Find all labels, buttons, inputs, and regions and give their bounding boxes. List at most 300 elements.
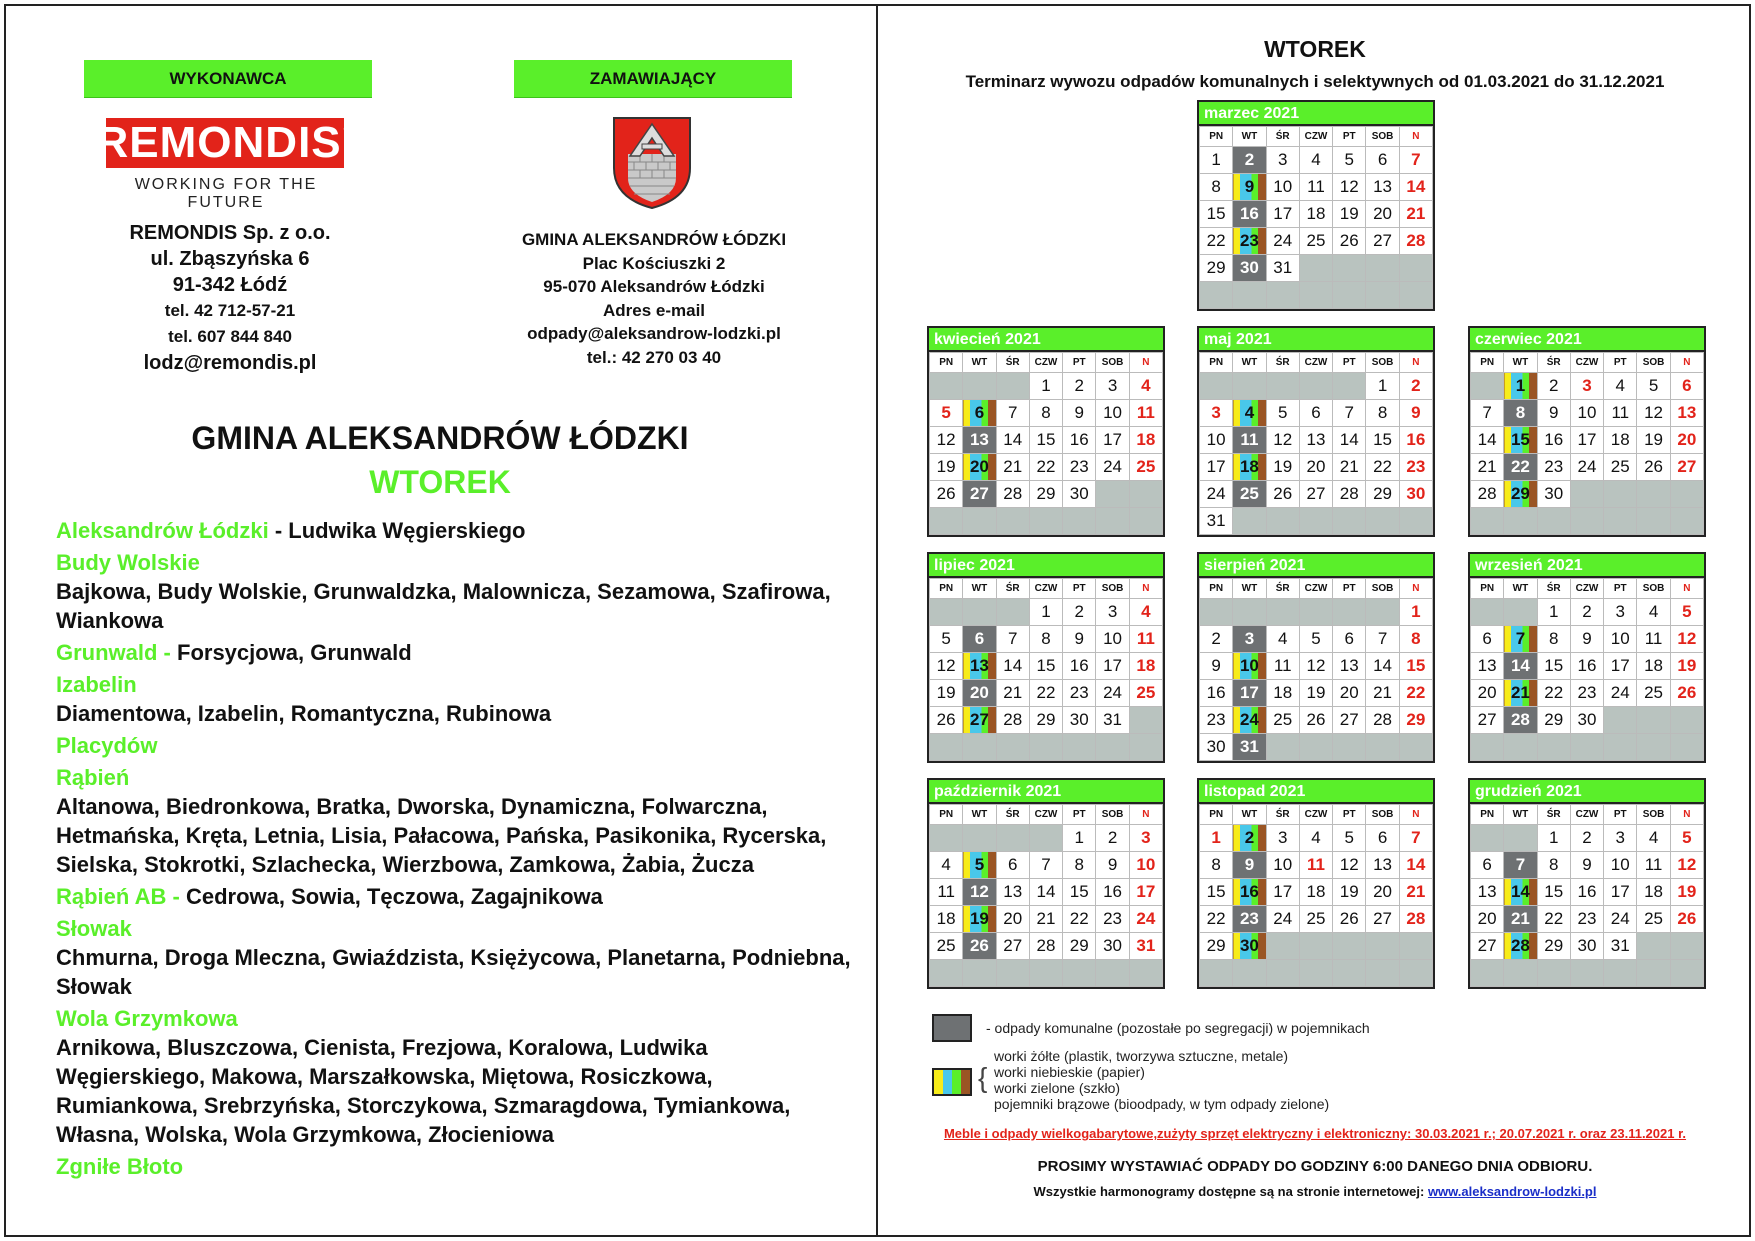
day-cell: 21 — [1366, 680, 1399, 707]
empty-day-cell — [1096, 960, 1129, 987]
area-name: Zgniłe Błoto — [56, 1154, 184, 1179]
day-cell: 7 — [1366, 626, 1399, 653]
day-cell: 27 — [1670, 454, 1703, 481]
day-cell: 2 — [1399, 373, 1432, 400]
day-cell: 26 — [963, 933, 996, 960]
legend-blue: worki niebieskie (papier) — [994, 1064, 1145, 1080]
empty-day-cell — [1233, 282, 1266, 309]
day-cell: 14 — [1471, 427, 1504, 454]
empty-day-cell — [1537, 508, 1570, 535]
empty-day-cell — [1366, 933, 1399, 960]
day-cell: 19 — [1266, 454, 1299, 481]
weekday-header: PN — [1200, 579, 1233, 599]
day-cell: 13 — [1366, 174, 1399, 201]
empty-day-cell — [1233, 508, 1266, 535]
area-entry — [56, 763, 856, 879]
weekday-header: SOB — [1366, 353, 1399, 373]
day-cell: 7 — [1471, 400, 1504, 427]
day-cell: 16 — [1233, 201, 1266, 228]
area-streets: Altanowa, Biedronkowa, Bratka, Dworska, Dynamiczna, Folwarczna, Hetmańska, Kręta, Letnia, Lisia, Pałacowa, Pańska, Pasikonika, Rycerska, Sielska, Stokrotki, Szlachecka, Wierzbowa, Zamkowa, Żabia, Żucza — [56, 794, 827, 877]
day-cell: 19 — [930, 680, 963, 707]
day-cell: 9 — [1200, 653, 1233, 680]
area-entry — [56, 670, 856, 728]
day-cell: 11 — [1637, 626, 1670, 653]
month-name: lipiec 2021 — [929, 554, 1163, 578]
day-cell: 13 — [1471, 653, 1504, 680]
day-cell: 12 — [1670, 626, 1703, 653]
day-cell: 1 — [1537, 599, 1570, 626]
reminder-note: PROSIMY WYSTAWIAĆ ODPADY DO GODZINY 6:00 DANEGO DNIA ODBIORU. — [1037, 1158, 1593, 1175]
empty-day-cell — [1504, 825, 1537, 852]
empty-day-cell — [1299, 508, 1332, 535]
empty-day-cell — [930, 960, 963, 987]
day-cell: 9 — [1063, 400, 1096, 427]
weekday-header: PT — [1063, 353, 1096, 373]
legend-brace-icon: { — [978, 1062, 988, 1093]
month-calendar — [1197, 326, 1435, 537]
day-cell: 11 — [1266, 653, 1299, 680]
weekday-header: PT — [1063, 805, 1096, 825]
empty-day-cell — [930, 508, 963, 535]
day-cell: 15 — [1537, 879, 1570, 906]
empty-day-cell — [1233, 960, 1266, 987]
day-cell: 18 — [1637, 879, 1670, 906]
empty-day-cell — [1333, 373, 1366, 400]
day-cell: 19 — [1333, 201, 1366, 228]
area-entry — [56, 1004, 856, 1149]
day-cell: 15 — [1029, 653, 1062, 680]
empty-day-cell — [1096, 481, 1129, 508]
day-cell: 5 — [1333, 147, 1366, 174]
day-cell: 14 — [996, 653, 1029, 680]
day-cell: 21 — [1399, 201, 1432, 228]
day-cell: 5 — [1670, 825, 1703, 852]
day-cell: 24 — [1233, 707, 1266, 734]
empty-day-cell — [1471, 599, 1504, 626]
day-cell: 1 — [1399, 599, 1432, 626]
day-cell: 30 — [1063, 481, 1096, 508]
day-cell: 3 — [1096, 373, 1129, 400]
day-cell: 17 — [1200, 454, 1233, 481]
day-cell: 23 — [1233, 906, 1266, 933]
weekday-header: WT — [1233, 579, 1266, 599]
day-cell: 21 — [1333, 454, 1366, 481]
day-cell: 1 — [1200, 825, 1233, 852]
day-cell: 21 — [996, 680, 1029, 707]
client-email-label: Adres e-mail — [602, 300, 706, 320]
day-cell: 14 — [1504, 879, 1537, 906]
empty-day-cell — [1129, 481, 1162, 508]
legend-yellow: worki żółte (plastik, tworzywa sztuczne, metale) — [994, 1048, 1289, 1064]
day-cell: 11 — [1604, 400, 1637, 427]
weekday-header: PN — [1200, 127, 1233, 147]
day-cell: 7 — [1399, 147, 1432, 174]
day-cell: 9 — [1570, 626, 1603, 653]
day-cell: 28 — [1333, 481, 1366, 508]
legend-gray-text: - odpady komunalne (pozostałe po segregacji) w pojemnikach — [986, 1020, 1370, 1036]
day-cell: 12 — [1637, 400, 1670, 427]
day-cell: 23 — [1096, 906, 1129, 933]
day-cell: 4 — [1266, 626, 1299, 653]
client-label: ZAMAWIAJĄCY — [514, 60, 792, 98]
empty-day-cell — [930, 599, 963, 626]
area-streets: Forsycjowa, Grunwald — [177, 640, 412, 665]
area-streets: Cedrowa, Sowia, Tęczowa, Zagajnikowa — [185, 884, 603, 909]
client-phone: tel.: 42 270 03 40 — [586, 347, 722, 367]
day-cell: 4 — [1637, 825, 1670, 852]
day-cell: 12 — [963, 879, 996, 906]
empty-day-cell — [1299, 373, 1332, 400]
day-cell: 25 — [930, 933, 963, 960]
day-cell: 5 — [1266, 400, 1299, 427]
empty-day-cell — [1333, 960, 1366, 987]
empty-day-cell — [1570, 481, 1603, 508]
empty-day-cell — [1366, 734, 1399, 761]
month-name: kwiecień 2021 — [929, 328, 1163, 352]
month-name: sierpień 2021 — [1199, 554, 1433, 578]
day-cell: 7 — [1333, 400, 1366, 427]
empty-day-cell — [1063, 734, 1096, 761]
month-calendar — [1468, 552, 1706, 763]
empty-day-cell — [1266, 508, 1299, 535]
empty-day-cell — [1063, 508, 1096, 535]
day-cell: 30 — [1200, 734, 1233, 761]
day-cell: 5 — [1299, 626, 1332, 653]
day-cell: 25 — [1233, 481, 1266, 508]
empty-day-cell — [1266, 734, 1299, 761]
day-cell: 2 — [1096, 825, 1129, 852]
empty-day-cell — [1504, 508, 1537, 535]
website-link[interactable]: www.aleksandrow-lodzki.pl — [1427, 1184, 1597, 1199]
website-note — [880, 1184, 1750, 1199]
remondis-tagline: WORKING FOR THE FUTURE — [134, 176, 318, 211]
day-cell: 23 — [1063, 680, 1096, 707]
empty-day-cell — [1233, 373, 1266, 400]
day-cell: 3 — [1096, 599, 1129, 626]
empty-day-cell — [1637, 707, 1670, 734]
weekday-header: SOB — [1366, 579, 1399, 599]
weekday-header: N — [1399, 805, 1432, 825]
area-streets: Bajkowa, Budy Wolskie, Grunwaldzka, Malownicza, Sezamowa, Szafirowa, Wiankowa — [56, 579, 831, 633]
day-cell: 26 — [1299, 707, 1332, 734]
day-cell: 3 — [1604, 599, 1637, 626]
day-cell: 20 — [1299, 454, 1332, 481]
day-cell: 9 — [1570, 852, 1603, 879]
client-address — [494, 228, 814, 369]
day-cell: 2 — [1537, 373, 1570, 400]
empty-day-cell — [1637, 734, 1670, 761]
month-calendar — [1468, 778, 1706, 989]
weekday-header: ŚR — [1537, 579, 1570, 599]
day-cell: 6 — [963, 400, 996, 427]
empty-day-cell — [996, 373, 1029, 400]
empty-day-cell — [1299, 734, 1332, 761]
empty-day-cell — [1366, 960, 1399, 987]
day-cell: 1 — [1366, 373, 1399, 400]
day-cell: 7 — [1029, 852, 1062, 879]
empty-day-cell — [1670, 933, 1703, 960]
day-cell: 6 — [1471, 626, 1504, 653]
empty-day-cell — [1233, 599, 1266, 626]
client-street: Plac Kościuszki 2 — [582, 253, 726, 273]
weekday-header: SOB — [1096, 805, 1129, 825]
day-cell: 18 — [1233, 454, 1266, 481]
day-cell: 6 — [1299, 400, 1332, 427]
day-cell: 28 — [996, 481, 1029, 508]
day-cell: 4 — [1233, 400, 1266, 427]
day-cell: 10 — [1266, 852, 1299, 879]
day-cell: 10 — [1096, 626, 1129, 653]
day-cell: 25 — [1299, 228, 1332, 255]
empty-day-cell — [1604, 707, 1637, 734]
day-cell: 16 — [1096, 879, 1129, 906]
weekday-header: N — [1670, 353, 1703, 373]
day-cell: 20 — [1670, 427, 1703, 454]
weekday-header: CZW — [1029, 579, 1062, 599]
empty-day-cell — [1299, 960, 1332, 987]
day-cell: 14 — [1333, 427, 1366, 454]
month-calendar — [927, 326, 1165, 537]
day-cell: 3 — [1200, 400, 1233, 427]
day-cell: 18 — [1299, 879, 1332, 906]
day-cell: 28 — [1471, 481, 1504, 508]
empty-day-cell — [1399, 960, 1432, 987]
area-name: Budy Wolskie — [56, 550, 200, 575]
day-cell: 8 — [1029, 400, 1062, 427]
day-cell: 7 — [996, 400, 1029, 427]
day-cell: 4 — [1129, 373, 1162, 400]
month-calendar — [1197, 552, 1435, 763]
day-cell: 23 — [1063, 454, 1096, 481]
page-divider — [876, 4, 878, 1237]
day-cell: 10 — [1604, 626, 1637, 653]
day-cell: 22 — [1200, 228, 1233, 255]
empty-day-cell — [1504, 599, 1537, 626]
weekday-header: WT — [1233, 353, 1266, 373]
day-cell: 3 — [1266, 147, 1299, 174]
day-cell: 27 — [1366, 228, 1399, 255]
day-cell: 18 — [1266, 680, 1299, 707]
day-cell: 8 — [1200, 174, 1233, 201]
empty-day-cell — [1129, 508, 1162, 535]
day-cell: 18 — [930, 906, 963, 933]
day-cell: 10 — [1200, 427, 1233, 454]
day-cell: 5 — [963, 852, 996, 879]
empty-day-cell — [996, 508, 1029, 535]
day-cell: 2 — [1063, 373, 1096, 400]
weekday-header: WT — [1233, 805, 1266, 825]
month-name: czerwiec 2021 — [1470, 328, 1704, 352]
day-cell: 29 — [1029, 481, 1062, 508]
empty-day-cell — [1471, 734, 1504, 761]
day-cell: 5 — [930, 626, 963, 653]
day-cell: 30 — [1570, 707, 1603, 734]
day-cell: 13 — [963, 427, 996, 454]
day-cell: 8 — [1366, 400, 1399, 427]
day-cell: 16 — [1570, 879, 1603, 906]
day-cell: 4 — [1129, 599, 1162, 626]
weekday-header: WT — [1504, 579, 1537, 599]
day-cell: 29 — [1537, 707, 1570, 734]
empty-day-cell — [1333, 282, 1366, 309]
day-cell: 14 — [1504, 653, 1537, 680]
day-cell: 26 — [1266, 481, 1299, 508]
contractor-label: WYKONAWCA — [84, 60, 372, 98]
weekday-header: ŚR — [1266, 127, 1299, 147]
day-cell: 15 — [1200, 879, 1233, 906]
area-name: Wola Grzymkowa — [56, 1006, 238, 1031]
empty-day-cell — [1200, 599, 1233, 626]
day-cell: 11 — [1299, 174, 1332, 201]
day-cell: 9 — [1233, 852, 1266, 879]
day-cell: 18 — [1129, 653, 1162, 680]
weekday-header: N — [1399, 579, 1432, 599]
day-cell: 20 — [963, 680, 996, 707]
weekday-header: CZW — [1299, 127, 1332, 147]
day-cell: 23 — [1200, 707, 1233, 734]
empty-day-cell — [1200, 373, 1233, 400]
weekday-header: N — [1129, 353, 1162, 373]
day-cell: 21 — [1504, 906, 1537, 933]
day-cell: 30 — [1399, 481, 1432, 508]
day-cell: 21 — [1504, 680, 1537, 707]
area-name: Placydów — [56, 733, 158, 758]
weekday-header: N — [1670, 579, 1703, 599]
empty-day-cell — [1399, 933, 1432, 960]
day-cell: 17 — [1096, 653, 1129, 680]
client-name: GMINA ALEKSANDRÓW ŁÓDZKI — [521, 230, 787, 249]
weekday-header: PN — [1471, 353, 1504, 373]
weekday-header: PT — [1604, 353, 1637, 373]
day-cell: 4 — [930, 852, 963, 879]
day-cell: 1 — [1029, 599, 1062, 626]
day-cell: 23 — [1537, 454, 1570, 481]
day-cell: 25 — [1129, 680, 1162, 707]
day-cell: 6 — [1366, 825, 1399, 852]
empty-day-cell — [930, 373, 963, 400]
area-streets: Ludwika Węgierskiego — [288, 518, 526, 543]
day-cell: 27 — [1471, 933, 1504, 960]
empty-day-cell — [1266, 599, 1299, 626]
weekday-header: CZW — [1570, 579, 1603, 599]
day-cell: 25 — [1604, 454, 1637, 481]
day-cell: 30 — [1096, 933, 1129, 960]
day-cell: 7 — [1504, 626, 1537, 653]
day-cell: 3 — [1266, 825, 1299, 852]
weekday-header: N — [1129, 805, 1162, 825]
empty-day-cell — [1333, 255, 1366, 282]
day-cell: 17 — [1604, 653, 1637, 680]
empty-day-cell — [1029, 508, 1062, 535]
day-cell: 15 — [1200, 201, 1233, 228]
empty-day-cell — [930, 734, 963, 761]
day-cell: 28 — [996, 707, 1029, 734]
empty-day-cell — [1670, 707, 1703, 734]
day-cell: 10 — [1096, 400, 1129, 427]
weekday-header: SOB — [1637, 353, 1670, 373]
day-cell: 28 — [1504, 707, 1537, 734]
weekday-header: ŚR — [996, 805, 1029, 825]
weekday-header: N — [1399, 353, 1432, 373]
day-cell: 22 — [1504, 454, 1537, 481]
day-cell: 27 — [963, 707, 996, 734]
day-cell: 3 — [1233, 626, 1266, 653]
day-cell: 15 — [1537, 653, 1570, 680]
day-cell: 25 — [1299, 906, 1332, 933]
day-cell: 29 — [1504, 481, 1537, 508]
day-cell: 17 — [1570, 427, 1603, 454]
weekday-header: ŚR — [1266, 579, 1299, 599]
month-name: wrzesień 2021 — [1470, 554, 1704, 578]
day-cell: 20 — [1333, 680, 1366, 707]
day-cell: 27 — [1471, 707, 1504, 734]
weekday-header: N — [1670, 805, 1703, 825]
day-cell: 2 — [1063, 599, 1096, 626]
empty-day-cell — [1366, 599, 1399, 626]
day-cell: 12 — [930, 427, 963, 454]
day-cell: 26 — [1637, 454, 1670, 481]
weekday-header: WT — [963, 805, 996, 825]
weekday-header: CZW — [1299, 353, 1332, 373]
day-cell: 24 — [1266, 906, 1299, 933]
day-cell: 20 — [1471, 680, 1504, 707]
day-cell: 31 — [1233, 734, 1266, 761]
client-city: 95-070 Aleksandrów Łódzki — [543, 277, 765, 296]
empty-day-cell — [1637, 508, 1670, 535]
empty-day-cell — [963, 599, 996, 626]
day-cell: 31 — [1129, 933, 1162, 960]
day-cell: 13 — [1366, 852, 1399, 879]
empty-day-cell — [1266, 282, 1299, 309]
day-cell: 29 — [1029, 707, 1062, 734]
empty-day-cell — [1504, 734, 1537, 761]
area-name: Słowak — [56, 916, 132, 941]
weekday-header: PN — [930, 579, 963, 599]
day-cell: 7 — [1399, 825, 1432, 852]
empty-day-cell — [1366, 508, 1399, 535]
empty-day-cell — [963, 825, 996, 852]
weekday-header: WT — [1233, 127, 1266, 147]
gmina-title: GMINA ALEKSANDRÓW ŁÓDZKI — [191, 420, 689, 456]
day-cell: 28 — [1399, 228, 1432, 255]
area-name: Rąbień — [56, 765, 130, 790]
month-calendar — [927, 552, 1165, 763]
day-cell: 25 — [1266, 707, 1299, 734]
day-cell: 6 — [1670, 373, 1703, 400]
empty-day-cell — [1129, 734, 1162, 761]
day-cell: 11 — [1233, 427, 1266, 454]
day-cell: 9 — [1537, 400, 1570, 427]
day-cell: 25 — [1129, 454, 1162, 481]
contractor-phone-2: tel. 607 844 840 — [168, 327, 292, 346]
day-cell: 20 — [1471, 906, 1504, 933]
day-cell: 27 — [963, 481, 996, 508]
day-cell: 1 — [1063, 825, 1096, 852]
empty-day-cell — [1029, 960, 1062, 987]
weekday-header: N — [1399, 127, 1432, 147]
day-cell: 7 — [1504, 852, 1537, 879]
day-cell: 22 — [1537, 680, 1570, 707]
day-cell: 25 — [1637, 680, 1670, 707]
weekday-header: N — [1129, 579, 1162, 599]
weekday-header: PT — [1333, 579, 1366, 599]
weekday-header: CZW — [1570, 353, 1603, 373]
empty-day-cell — [1670, 960, 1703, 987]
empty-day-cell — [1670, 734, 1703, 761]
empty-day-cell — [1200, 282, 1233, 309]
day-cell: 12 — [1333, 852, 1366, 879]
day-cell: 19 — [1670, 879, 1703, 906]
